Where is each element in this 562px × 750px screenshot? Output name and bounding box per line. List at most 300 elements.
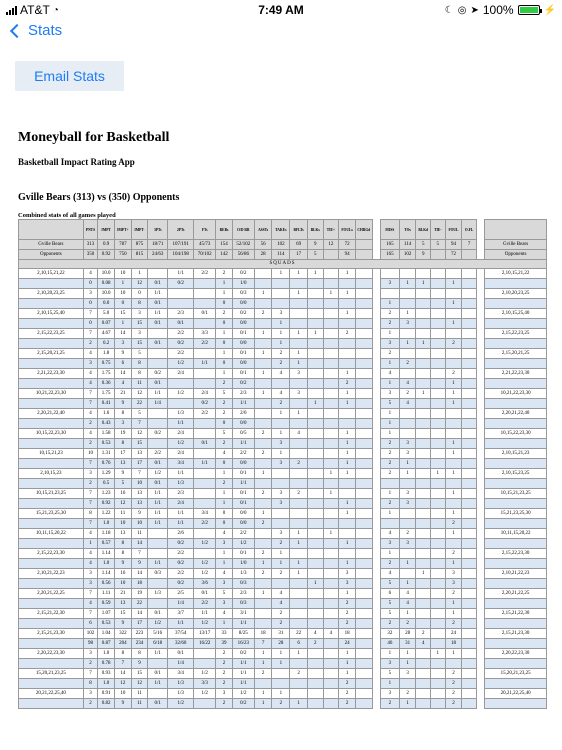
stat-cell: 1 [339,649,356,659]
column-header: O.FL [462,220,477,240]
stat-cell [462,459,477,469]
stat-cell: 1/2 [194,539,216,549]
squad-name-cell [485,699,547,709]
stat-cell [290,499,308,509]
stat-cell [399,569,416,579]
stat-cell: 2/2 [168,349,194,359]
stat-cell [416,319,431,329]
stat-cell: 1.75 [98,389,115,399]
stat-cell [372,489,380,499]
stat-cell: 3 [290,389,308,399]
stat-cell [339,519,356,529]
stat-cell: 2 [445,689,462,699]
stat-cell [476,559,484,569]
stat-cell [462,659,477,669]
stat-cell: 1 [272,339,290,349]
stat-cell [355,509,372,519]
stat-cell [355,349,372,359]
stat-cell: 7 [462,240,477,250]
stat-cell: 2 [339,689,356,699]
stat-cell [194,499,216,509]
stat-cell [254,299,272,309]
stat-cell: 1 [399,279,416,289]
stat-cell: 32/60 [168,639,194,649]
stat-cell [307,349,323,359]
stat-cell: 1 [290,359,308,369]
stat-cell: 7 [131,419,148,429]
squad-name-cell [485,399,547,409]
stat-cell [290,689,308,699]
stat-cell [416,469,431,479]
stat-cell: 15 [114,309,131,319]
stat-cell [272,299,290,309]
squad-name-cell [485,579,547,589]
stat-cell: 4 [307,629,323,639]
stat-cell [462,689,477,699]
stat-cell [254,269,272,279]
squad-name-cell [485,659,547,669]
stat-cell: 9 [131,559,148,569]
stat-cell: 4 [216,609,233,619]
stat-cell: 0.78 [98,659,115,669]
stat-cell [307,489,323,499]
stat-cell [323,349,339,359]
stat-cell: 2 [272,359,290,369]
stat-cell: 3 [272,309,290,319]
squad-name-cell: Gville Bears [485,240,547,250]
stat-cell [445,289,462,299]
stat-cell: 1.04 [98,629,115,639]
stat-cell [431,499,446,509]
stat-cell [194,489,216,499]
stat-cell: 1 [416,389,431,399]
stat-cell [431,289,446,299]
stat-cell: 4 [83,599,98,609]
stat-cell [307,369,323,379]
stat-cell [462,250,477,260]
stat-cell: 12 [131,279,148,289]
stat-cell: 2/2 [168,569,194,579]
stat-cell [339,339,356,349]
stat-cell: 142 [216,250,233,260]
stat-cell [323,309,339,319]
stat-cell [431,639,446,649]
stat-cell: 4 [83,559,98,569]
stat-cell: 5 [216,389,233,399]
stat-cell [462,549,477,559]
stat-cell: 1 [216,289,233,299]
stat-cell: 8 [131,369,148,379]
squad-name-cell [485,299,547,309]
stat-cell: 0/1 [148,479,168,489]
stat-cell: 0/1 [232,549,254,559]
stat-cell: 4 [272,369,290,379]
stat-cell: 1 [445,389,462,399]
stat-cell: 98 [83,639,98,649]
stat-cell: 1 [216,369,233,379]
table-row [19,589,547,599]
stat-cell [254,459,272,469]
stat-cell [462,599,477,609]
stat-cell: 1 [254,349,272,359]
stat-cell: 1 [254,369,272,379]
stat-cell [339,299,356,309]
stat-cell [323,379,339,389]
stat-cell [254,619,272,629]
stat-cell: 7 [131,549,148,559]
stat-cell: 12 [131,679,148,689]
stat-cell: 17 [131,459,148,469]
stat-cell [416,329,431,339]
stat-cell [290,379,308,389]
stat-cell: 0 [216,509,233,519]
stat-cell: 1 [114,319,131,329]
stat-cell [476,329,484,339]
stat-cell: 2 [445,619,462,629]
squad-name-cell [19,419,84,429]
stat-cell: 2/2 [148,449,168,459]
stat-cell [323,699,339,709]
stat-cell: 2 [339,379,356,389]
stat-cell: 4 [272,389,290,399]
squad-name-cell: 2,15,22,23,30 [485,549,547,559]
column-header: REBs [216,220,233,240]
stat-cell: 3 [380,539,399,549]
stat-cell: 4 [83,549,98,559]
stat-cell [307,529,323,539]
stat-cell [355,449,372,459]
stat-cell: 0/2 [168,539,194,549]
stat-cell [380,269,399,279]
stat-cell [323,569,339,579]
stat-cell: 17 [114,449,131,459]
stat-cell: 1 [445,379,462,389]
stat-cell [307,499,323,509]
stat-cell: 1 [216,279,233,289]
stat-cell: 3 [399,669,416,679]
stat-cell: 2 [445,519,462,529]
stat-cell [194,659,216,669]
stat-cell: 1 [445,529,462,539]
stat-cell [372,529,380,539]
battery-icon [518,5,540,15]
stat-cell: 4 [83,409,98,419]
stat-cell: 0/3 [232,599,254,609]
stat-cell: 1 [290,699,308,709]
stat-cell [307,389,323,399]
stat-cell: 6 [290,639,308,649]
stat-cell [307,429,323,439]
stat-cell: 3 [83,579,98,589]
stat-cell: 8 [114,539,131,549]
squad-name-cell: 10,11,15,20,22 [19,529,84,539]
stat-cell: 1.0 [98,559,115,569]
stat-cell: 7 [83,389,98,399]
stat-cell: 0.08 [98,279,115,289]
stat-cell: 1 [216,349,233,359]
stat-cell: 2 [254,549,272,559]
stat-cell [355,589,372,599]
stat-cell [372,459,380,469]
stat-cell [323,479,339,489]
stat-cell [272,479,290,489]
stat-cell [355,339,372,349]
stat-cell: 3 [399,449,416,459]
battery-fill [520,7,538,13]
stat-cell: 4 [114,379,131,389]
stat-cell: 1 [339,429,356,439]
stat-cell: 1/2 [232,689,254,699]
stat-cell: 1 [254,659,272,669]
stat-cell [462,429,477,439]
stat-cell: 3 [380,689,399,699]
stat-cell: 1 [339,499,356,509]
stat-cell [307,699,323,709]
stat-cell: 1/1 [232,479,254,489]
table-row [19,399,547,409]
stat-cell: 1/3 [168,689,194,699]
stat-cell [431,339,446,349]
stat-cell [168,399,194,409]
stat-cell [462,579,477,589]
stat-cell: 2 [380,319,399,329]
stat-cell [355,639,372,649]
squad-name-cell: 15,20,21,23,25 [19,669,84,679]
table-row [19,689,547,699]
stat-cell: 8 [83,679,98,689]
stat-cell: 9 [131,509,148,519]
stat-cell: 2 [380,559,399,569]
stat-cell [148,269,168,279]
stat-cell [476,289,484,299]
stat-cell: 1 [339,449,356,459]
stat-cell [254,539,272,549]
stat-cell [416,679,431,689]
stat-cell [307,519,323,529]
stat-cell [462,609,477,619]
squad-name-cell: 20,21,22,25,40 [19,689,84,699]
stat-cell: 5 [380,669,399,679]
stat-cell: 2 [254,429,272,439]
stat-cell: 0/2 [168,279,194,289]
stat-cell: 2/4 [168,449,194,459]
stat-cell: 7 [83,329,98,339]
stat-cell: 1 [290,349,308,359]
stat-cell: 2/4 [168,429,194,439]
stat-cell: 2 [254,449,272,459]
squad-name-cell: 20,21,22,25,40 [485,689,547,699]
stat-cell [399,419,416,429]
stat-cell: 2 [399,359,416,369]
stat-cell [462,639,477,649]
stat-cell: 9 [114,559,131,569]
stat-cell: 5 [380,399,399,409]
stat-cell: 13 [114,529,131,539]
table-row [19,509,547,519]
stat-cell: 0.75 [98,359,115,369]
stat-cell [323,619,339,629]
stat-cell [323,339,339,349]
stat-cell: 3 [290,369,308,379]
stat-cell [194,319,216,329]
column-header: TIE- [431,220,446,240]
stat-cell [431,250,446,260]
stat-cell [355,569,372,579]
stat-cell [445,329,462,339]
stat-cell: 1 [254,689,272,699]
stat-cell: 2 [445,679,462,689]
stat-cell: 1.6 [98,409,115,419]
stat-cell [372,639,380,649]
squad-name-cell [19,699,84,709]
stat-cell: 1 [445,439,462,449]
stat-cell: 45/73 [194,240,216,250]
table-row [19,429,547,439]
stat-cell [168,289,194,299]
stat-cell [194,699,216,709]
stat-cell: 1 [339,589,356,599]
stat-cell [416,489,431,499]
stat-cell: 2/2 [232,449,254,459]
stat-cell [254,319,272,329]
stat-cell [476,299,484,309]
stat-cell: 2 [216,649,233,659]
column-header [476,220,484,240]
column-header: 2PTs [168,220,194,240]
stat-cell: 2 [445,369,462,379]
stat-cell: 1 [254,389,272,399]
stat-cell: 3 [83,569,98,579]
column-header: IMPT [98,220,115,240]
stat-cell [272,509,290,519]
stat-cell [476,669,484,679]
stat-cell [307,589,323,599]
table-row [19,629,547,639]
stat-cell [272,669,290,679]
stat-cell [355,279,372,289]
stat-cell: 1 [431,649,446,659]
stat-cell: 2/3 [232,589,254,599]
stat-cell [462,559,477,569]
stat-cell: 1 [416,569,431,579]
stat-cell [462,399,477,409]
squad-name-cell: 2,20,21,22,25 [19,589,84,599]
stat-cell: 4 [83,529,98,539]
stat-cell [290,299,308,309]
stat-cell [194,429,216,439]
squad-name-cell [19,499,84,509]
stat-cell [476,629,484,639]
squad-name-cell: 2,15,22,23,30 [19,549,84,559]
stat-cell [416,309,431,319]
stat-cell [307,289,323,299]
stat-cell: 3/3 [194,329,216,339]
squad-name-cell [485,679,547,689]
stat-cell: 1/1 [232,619,254,629]
stat-cell: 2 [216,399,233,409]
stat-cell [290,519,308,529]
stat-cell [339,409,356,419]
stat-cell: 0/1 [232,499,254,509]
stat-cell [148,539,168,549]
stat-cell: 2 [83,699,98,709]
stat-cell [399,519,416,529]
stat-cell: 165 [380,250,399,260]
stat-cell: 1.07 [98,609,115,619]
stat-cell [355,519,372,529]
stat-cell: 1 [254,649,272,659]
matchup-heading: Gville Bears (313) vs (350) Opponents [18,192,180,203]
table-row [19,539,547,549]
table-row [19,329,547,339]
stat-cell [290,549,308,559]
stat-cell: 2/0 [232,409,254,419]
stat-cell: 5 [380,609,399,619]
stat-cell: 0 [216,319,233,329]
stat-cell: 6/18 [148,639,168,649]
stat-cell [462,439,477,449]
stat-cell [372,699,380,709]
stat-cell [372,369,380,379]
stat-cell [339,529,356,539]
stat-cell: 7 [83,499,98,509]
stat-cell: 0.0 [98,299,115,309]
squad-name-cell: 15,21,23,25,30 [485,509,547,519]
table-row [19,349,547,359]
stat-cell: 1 [416,279,431,289]
stat-cell [272,419,290,429]
stat-cell [416,689,431,699]
stat-cell: 0 [131,289,148,299]
stat-cell [462,629,477,639]
stat-cell [431,579,446,589]
stat-cell [476,619,484,629]
stat-cell: 16 [114,489,131,499]
stat-cell: 5 [131,349,148,359]
charging-icon: ⚡ [543,4,556,16]
stat-cell [307,379,323,389]
stat-cell: 1 [445,609,462,619]
stat-cell: 14 [131,609,148,619]
stat-cell [372,569,380,579]
stat-cell: 1/1 [148,509,168,519]
stat-cell: 1/1 [148,559,168,569]
squad-name-cell: 2,21,22,23,30 [19,369,84,379]
table-row [19,639,547,649]
stat-cell: 2 [216,679,233,689]
stat-cell: 2 [254,309,272,319]
stat-cell: 1 [380,489,399,499]
stat-cell: 3 [272,459,290,469]
stat-cell [355,649,372,659]
stat-cell: 0/2 [232,309,254,319]
stat-cell [445,359,462,369]
email-stats-button[interactable]: Email Stats [15,61,124,91]
stat-cell [307,309,323,319]
table-row [19,549,547,559]
stat-cell [372,339,380,349]
stat-cell [307,509,323,519]
stat-cell: 1.75 [98,369,115,379]
back-button[interactable] [8,22,62,39]
stat-cell: 0.59 [98,599,115,609]
stat-cell: 2 [380,619,399,629]
stat-cell: 2 [380,459,399,469]
stat-cell: 1/2 [194,559,216,569]
stat-cell [307,299,323,309]
stat-cell [476,279,484,289]
stat-cell [307,649,323,659]
